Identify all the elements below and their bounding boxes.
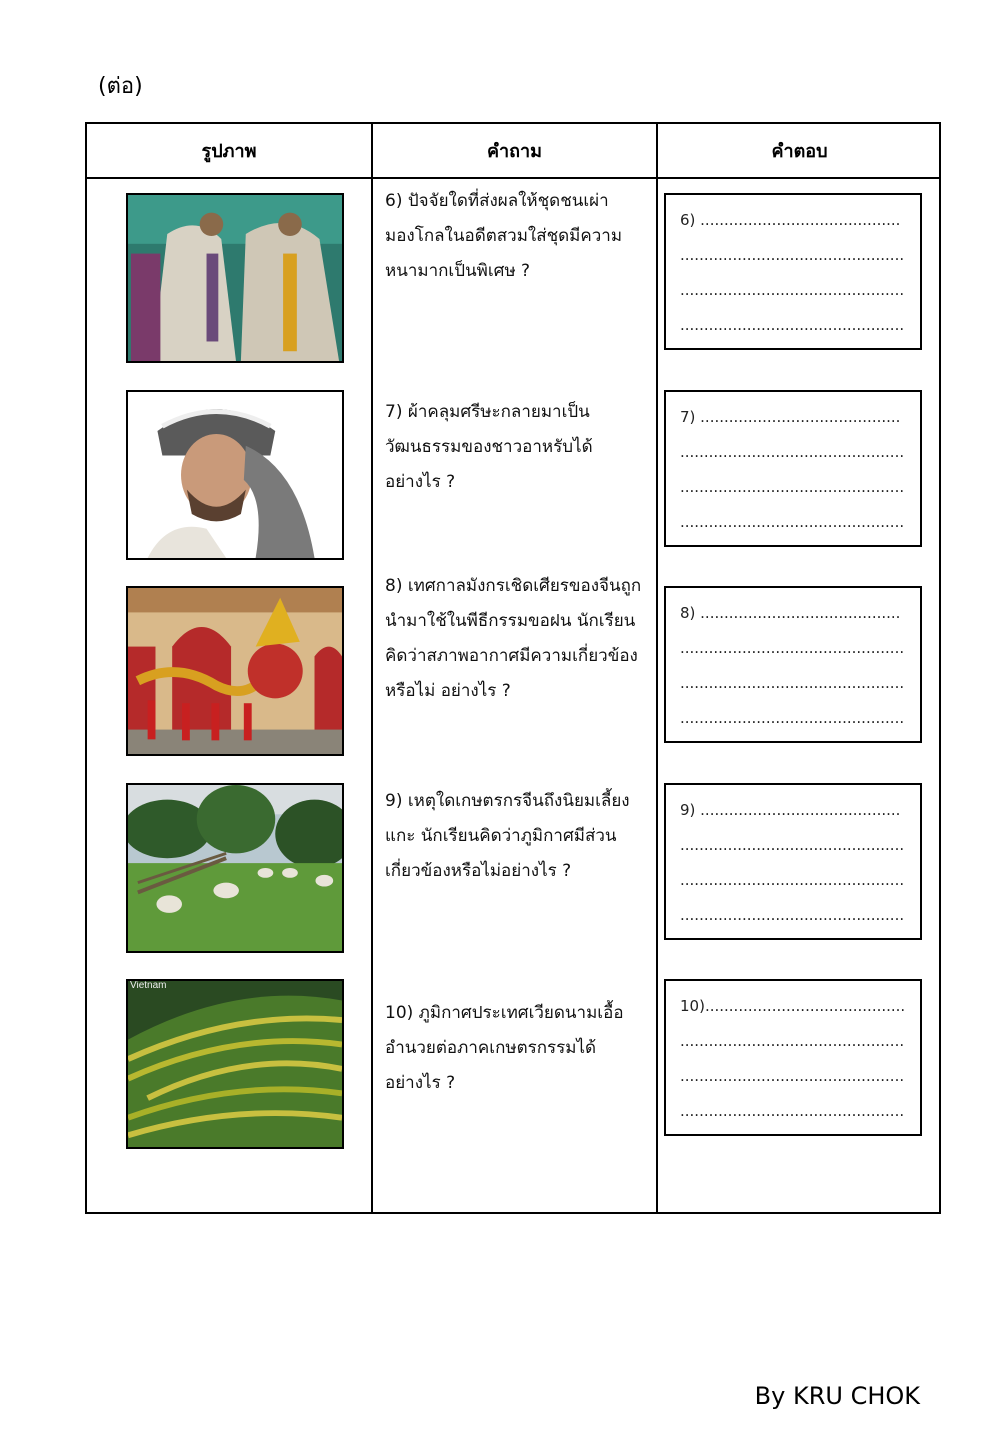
answer-line: ............................................... [680,1067,905,1085]
answer-line: 9) .......................................... [680,801,901,819]
answer-line: ............................................... [680,709,905,727]
question-10: 10) ภูมิกาศประเทศเวียดนามเอื้ออำนวยต่อภาคเกษตรกรรมได้อย่างไร ? [385,1003,624,1093]
sheep-grazing-photo [126,783,344,953]
answer-box-6[interactable] [664,193,922,350]
continued-label: (ต่อ) [98,74,143,99]
photo-caption: Vietnam [130,980,167,991]
answer-line: ............................................... [680,674,905,692]
answer-line: ............................................... [680,443,905,461]
answer-line: 10).......................................... [680,997,906,1015]
answer-line: ............................................... [680,1032,905,1050]
answer-line: 6) .......................................... [680,211,901,229]
answer-line: ............................................... [680,316,905,334]
header-answer: คำตอบ [771,141,828,162]
header-question: คำถาม [486,141,543,162]
column-divider [656,124,658,1212]
author-credit: By KRU CHOK [754,1382,920,1410]
question-9: 9) เหตุใดเกษตรกรจีนถึงนิยมเลี้ยงแกะ นักเรียนคิดว่าภูมิกาศมีส่วนเกี่ยวข้องหรือไม่อย่างไร ? [385,791,630,881]
answer-box-8[interactable] [664,586,922,743]
question-6: 6) ปัจจัยใดที่ส่งผลให้ชุดชนเผ่ามองโกลในอดีตสวมใส่ชุดมีความหนามากเป็นพิเศษ ? [385,191,623,281]
header-divider [87,177,939,179]
answer-line: 7) .......................................... [680,408,901,426]
answer-box-9[interactable] [664,783,922,940]
answer-line: ............................................... [680,871,905,889]
worksheet-table [85,122,941,1214]
answer-line: ............................................... [680,478,905,496]
column-divider [371,124,373,1212]
answer-line: ............................................... [680,1102,905,1120]
question-8: 8) เทศกาลมังกรเชิดเศียรของจีนถูกนำมาใช้ในพีธีกรรมขอฝน นักเรียนคิดว่าสภาพอากาศมีความเกี่ยวข้องหรือไม่ อย่างไร ? [385,576,642,701]
answer-line: ............................................... [680,513,905,531]
vietnam-rice-terraces-photo [126,979,344,1149]
answer-line: 8) .......................................... [680,604,901,622]
header-image: รูปภาพ [201,141,257,162]
answer-box-10[interactable] [664,979,922,1136]
fur-coats-nomad-costume-photo [126,193,344,363]
arab-headscarf-man-photo [126,390,344,560]
answer-line: ............................................... [680,246,905,264]
answer-line: ............................................... [680,836,905,854]
answer-line: ............................................... [680,281,905,299]
chinese-dragon-dance-photo [126,586,344,756]
answer-line: ............................................... [680,906,905,924]
answer-line: ............................................... [680,639,905,657]
question-7: 7) ผ้าคลุมศรีษะกลายมาเป็นวัฒนธรรมของชาวอาหรับได้อย่างไร ? [385,402,593,492]
answer-box-7[interactable] [664,390,922,547]
